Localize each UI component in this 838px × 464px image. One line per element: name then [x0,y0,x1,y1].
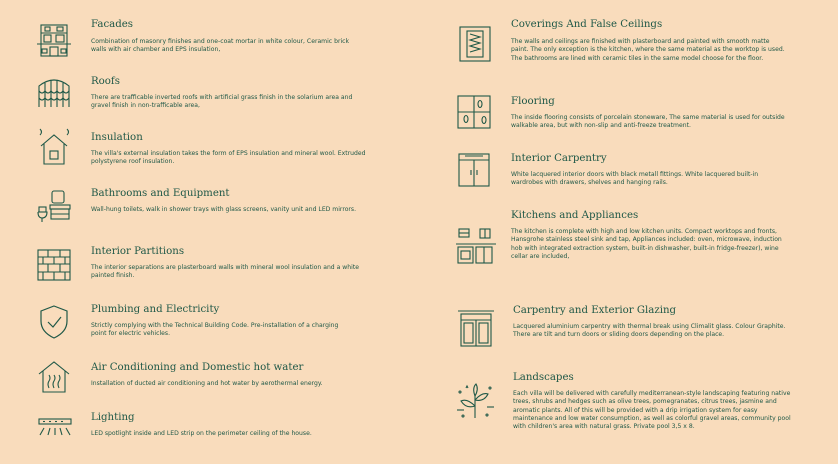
feature-title: Insulation [91,132,143,143]
feature-description: The villa's external insulation takes the form of EPS insulation and mineral wool. Extruded polystyrene roof insulation. [91,150,366,166]
feature-title: Air Conditioning and Domestic hot water [91,362,304,373]
feature-title: Lighting [91,412,135,423]
facade-icon [36,22,72,58]
feature-description: The walls and ceilings are finished with plasterboard and painted with smooth matte paint. The only exception is the kitchen, where the same material as the worktop is used. The bathrooms are lined with ceramic tiles in the same model choose for the floor. [511,38,785,62]
house-hot-water-icon [36,358,72,394]
feature-description: The inside flooring consists of porcelain stoneware, The same material is used for outside walkable area, but with non-slip and anti-freeze treatment. [511,114,785,130]
feature-title: Facades [91,19,134,30]
wardrobe-icon [456,152,492,188]
brick-wall-icon [36,246,72,282]
landscape-plant-icon [454,380,496,420]
feature-description: Lacquered aluminium carpentry with thermal break using Climalit glass. Colour Graphite. There are tilt and turn doors or sliding doors depending on the place. [513,323,786,339]
feature-title: Plumbing and Electricity [91,304,220,315]
feature-description: The interior separations are plasterboard walls with mineral wool insulation and a white painted finish. [91,264,359,280]
feature-title: Coverings And False Ceilings [511,19,663,30]
feature-title: Bathrooms and Equipment [91,188,230,199]
floor-tiles-icon [456,94,492,130]
led-strip-icon [36,416,74,438]
feature-description: Installation of ducted air conditioning and hot water by aerothermal energy. [91,380,323,387]
window-icon [458,308,494,348]
feature-description: LED spotlight inside and LED strip on the perimeter ceiling of the house. [91,430,312,437]
feature-title: Interior Partitions [91,246,185,257]
ceiling-panel-icon [458,24,492,64]
feature-description: Wall-hung toilets, walk in shower trays with glass screens, vanity unit and LED mirrors. [91,206,357,213]
feature-title: Flooring [511,96,555,107]
feature-title: Kitchens and Appliances [511,210,639,221]
feature-title: Interior Carpentry [511,153,607,164]
roof-tiles-icon [36,74,72,110]
feature-description: The kitchen is complete with high and low kitchen units. Compact worktops and fronts, Hansgrohe stainless steel sink and tap, Appliances included: oven, microwave, induction hob with integrated extraction system, built-in dishwasher, built-in fridge-freezer), wine cellar are included, [511,228,782,260]
feature-description: Each villa will be delivered with carefully mediterranean-style landscaping featuring native trees, shrubs and hedges such as olive trees, pomegranates, citrus trees, jasmine and aromatic plants. All of this will be provided with a drip irrigation system for easy maintenance and low water consumption, as well as colorful gravel areas, community pool with children's area with natural grass. Private pool 3,5 x 8. [513,390,791,431]
kitchen-icon [456,226,496,266]
shield-check-icon [38,304,70,340]
house-heat-icon [36,126,72,166]
bathroom-icon [36,188,74,224]
feature-description: Strictly complying with the Technical Building Code. Pre-installation of a charging point for electric vehicles. [91,322,339,338]
feature-title: Carpentry and Exterior Glazing [513,305,677,316]
feature-description: Combination of masonry finishes and one-coat mortar in white colour, Ceramic brick walls with air chamber and EPS insulation, [91,38,350,54]
feature-title: Landscapes [513,372,574,383]
feature-description: White lacquered interior doors with black metall fittings. White lacquered built-in wardrobes with drawers, shelves and hanging rails. [511,171,759,187]
feature-description: There are trafficable inverted roofs with artificial grass finish in the solarium area and gravel finish in non-trafficable area, [91,94,353,110]
feature-title: Roofs [91,76,120,87]
